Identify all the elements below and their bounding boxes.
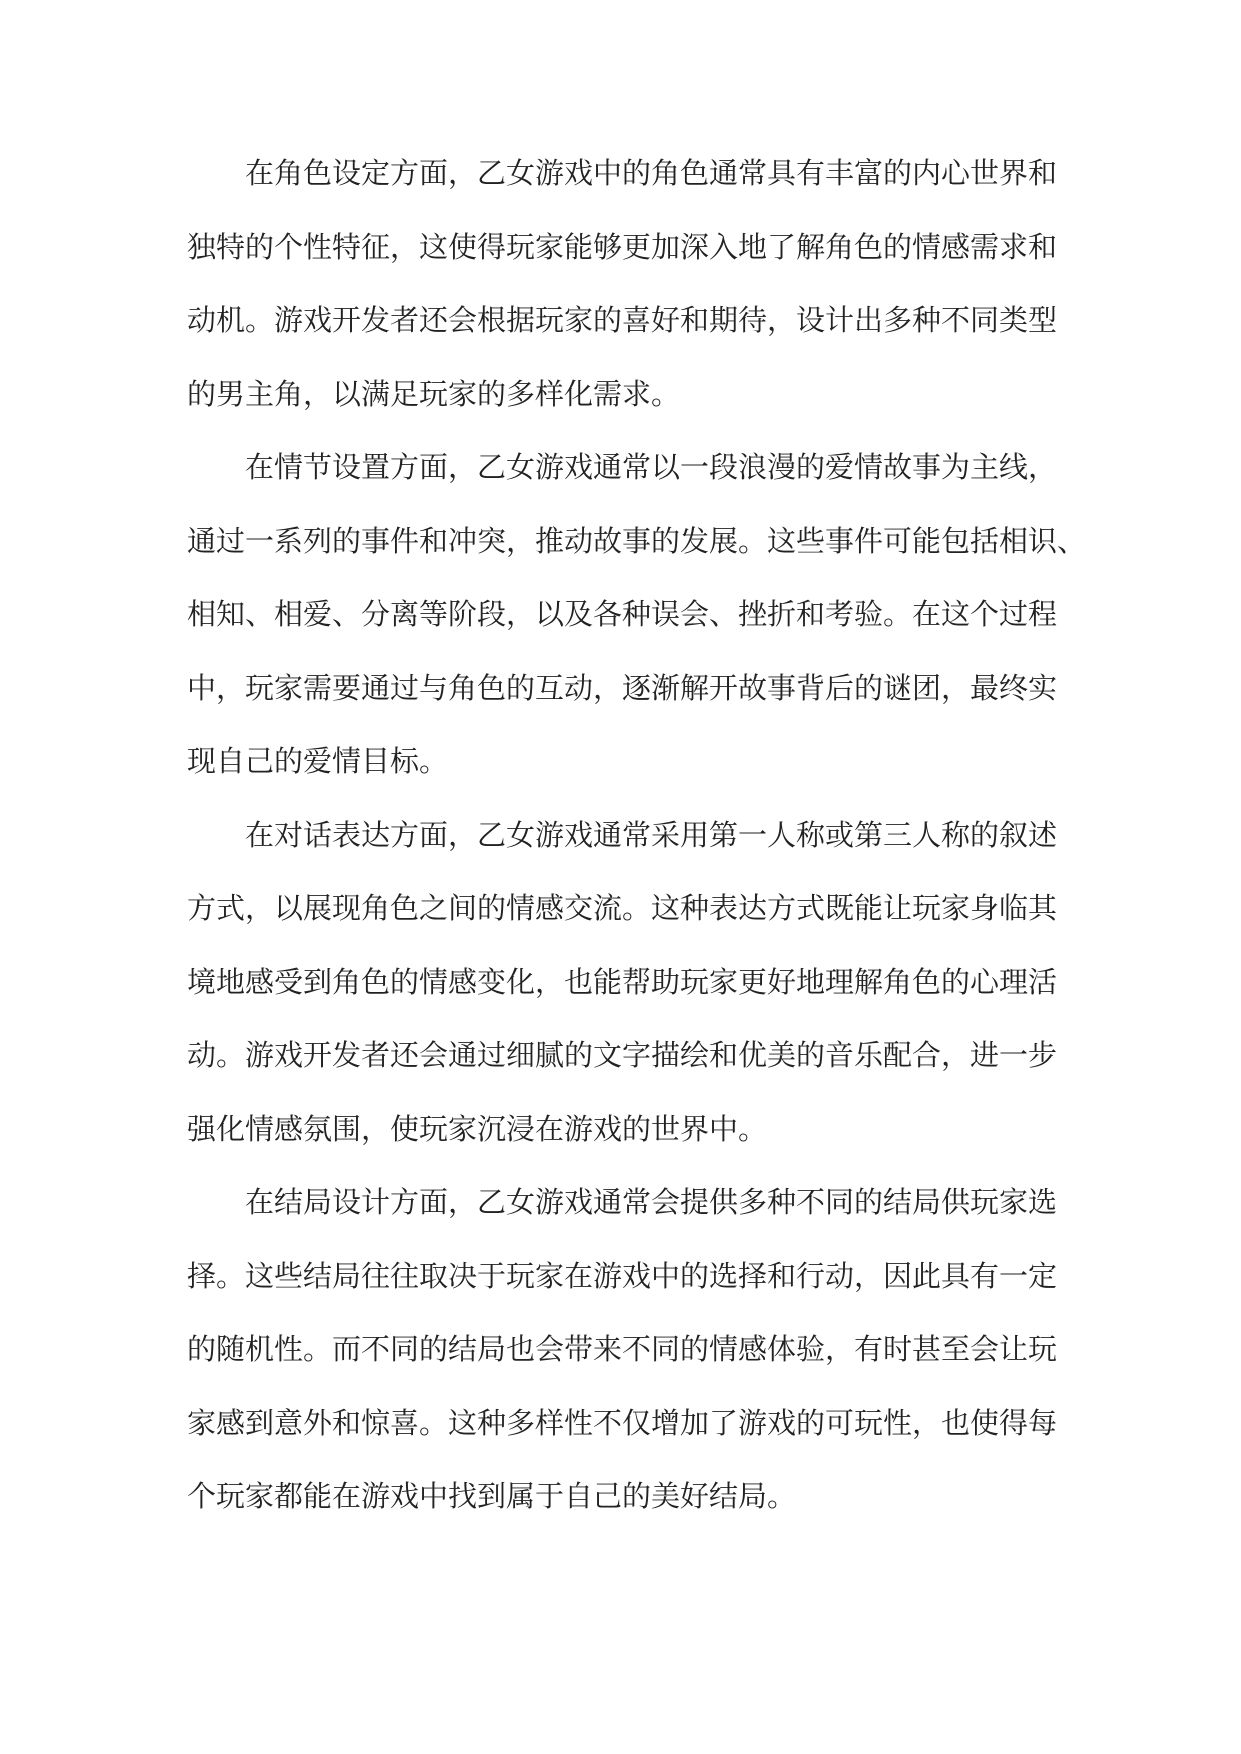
text-line: 境地感受到角色的情感变化，也能帮助玩家更好地理解角色的心理活 (187, 964, 1058, 999)
paragraph-dialogue-expression (187, 799, 1061, 1167)
text-line: 在对话表达方面，乙女游戏通常采用第一人称或第三人称的叙述 (245, 817, 1058, 852)
text-line: 独特的个性特征，这使得玩家能够更加深入地了解角色的情感需求和 (187, 229, 1058, 264)
text-line: 强化情感氛围，使玩家沉浸在游戏的世界中。 (187, 1111, 768, 1146)
text-line: 动。游戏开发者还会通过细腻的文字描绘和优美的音乐配合，进一步 (187, 1038, 1058, 1072)
text-line: 家感到意外和惊喜。这种多样性不仅增加了游戏的可玩性，也使得每 (187, 1405, 1058, 1440)
text-line: 择。这些结局往往取决于玩家在游戏中的选择和行动，因此具有一定 (187, 1258, 1058, 1293)
text-line: 在情节设置方面，乙女游戏通常以一段浪漫的爱情故事为主线， (245, 450, 1058, 484)
paragraph-ending-design (187, 1166, 1061, 1534)
document-body (187, 137, 1087, 1534)
text-line: 方式，以展现角色之间的情感交流。这种表达方式既能让玩家身临其 (187, 891, 1058, 925)
text-line: 个玩家都能在游戏中找到属于自己的美好结局。 (187, 1479, 797, 1513)
text-line: 中，玩家需要通过与角色的互动，逐渐解开故事背后的谜团，最终实 (187, 670, 1058, 705)
text-line: 的随机性。而不同的结局也会带来不同的情感体验，有时甚至会让玩 (187, 1332, 1058, 1366)
text-line: 通过一系列的事件和冲突，推动故事的发展。这些事件可能包括相识、 (187, 523, 1087, 558)
paragraph-plot-setting (187, 431, 1087, 799)
text-line: 相知、相爱、分离等阶段，以及各种误会、挫折和考验。在这个过程 (187, 597, 1058, 631)
text-line: 在结局设计方面，乙女游戏通常会提供多种不同的结局供玩家选 (245, 1185, 1058, 1219)
text-line: 的男主角，以满足玩家的多样化需求。 (187, 376, 681, 411)
text-line: 在角色设定方面，乙女游戏中的角色通常具有丰富的内心世界和 (245, 156, 1058, 190)
paragraph-character-design (187, 137, 1061, 431)
text-line: 现自己的爱情目标。 (187, 744, 449, 778)
text-line: 动机。游戏开发者还会根据玩家的喜好和期待，设计出多种不同类型 (187, 303, 1058, 337)
